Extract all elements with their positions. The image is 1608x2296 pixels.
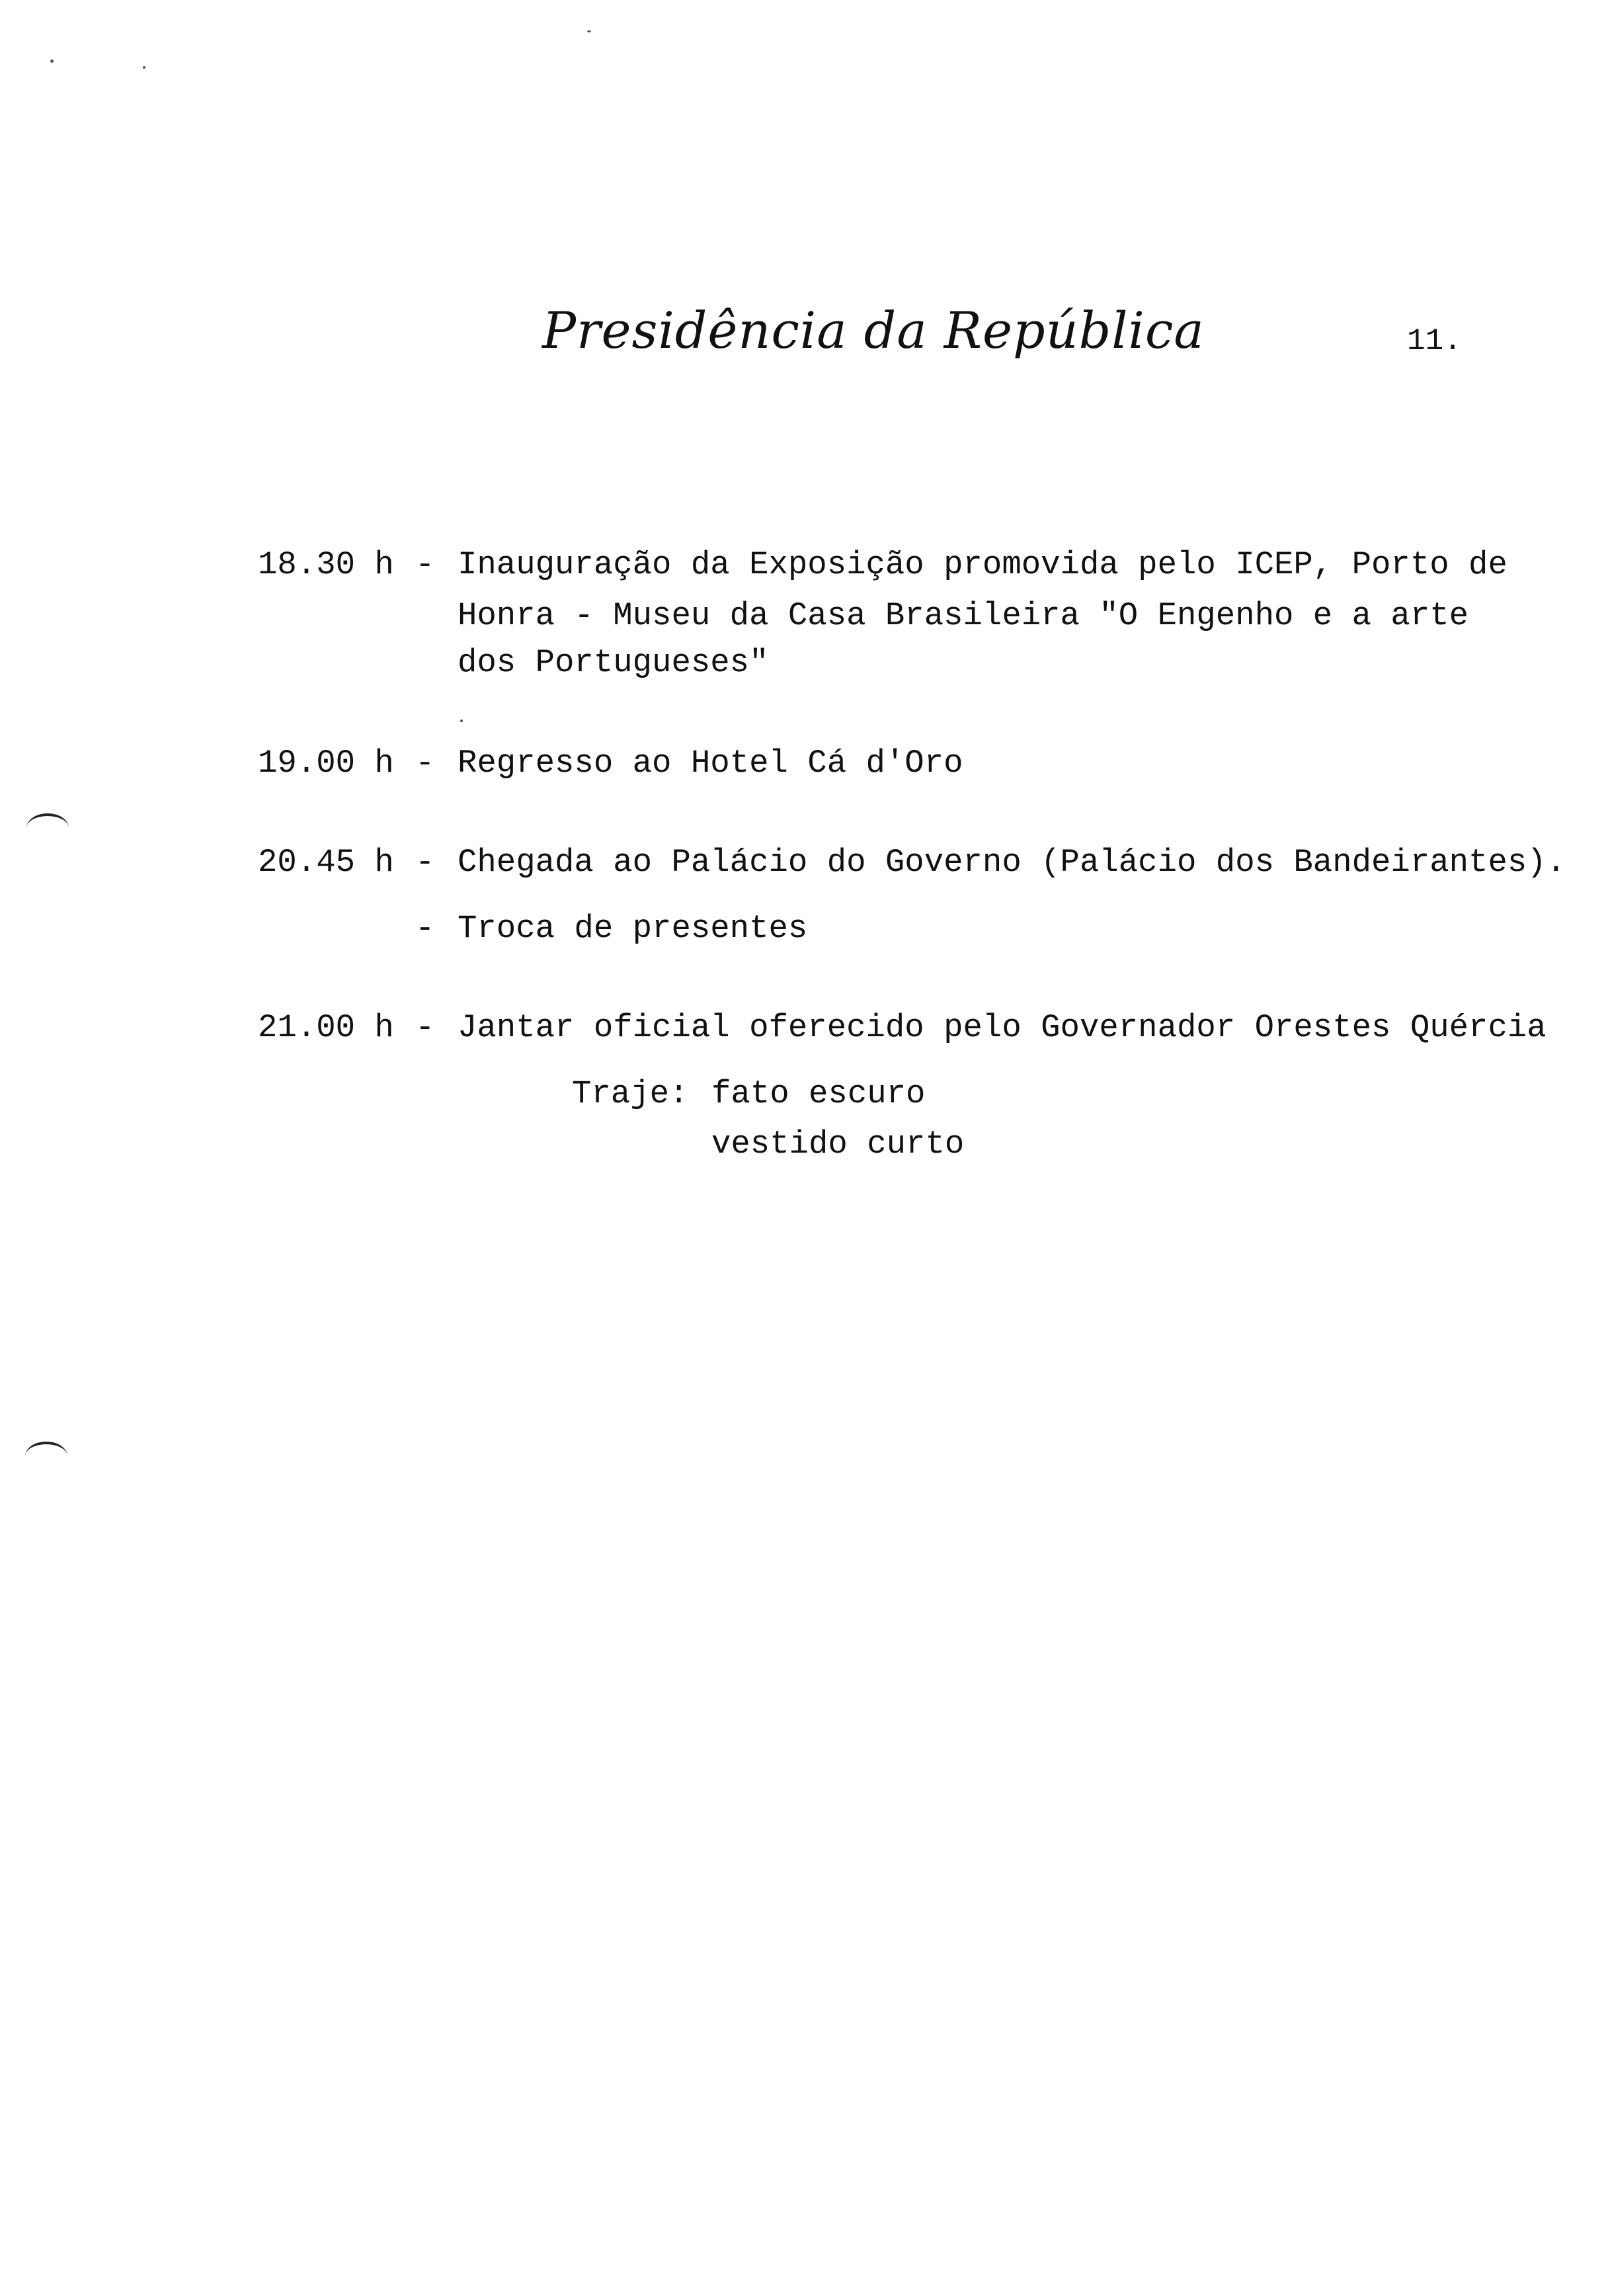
scan-speck [143, 66, 145, 69]
entry-description: dos Portugueses" [458, 644, 769, 681]
entry-time: 21.00 h [258, 1009, 394, 1046]
punch-hole-mark [25, 1442, 67, 1471]
entry-sub-description: Troca de presentes [458, 910, 808, 947]
entry-description: Regresso ao Hotel Cá d'Oro [458, 745, 963, 782]
entry-description: Inauguração da Exposição promovida pelo ICEP, Porto de [458, 546, 1508, 583]
entry-dash: - [415, 1009, 435, 1046]
attire-label: Traje: [572, 1075, 689, 1112]
entry-time: 18.30 h [258, 546, 394, 583]
entry-time: 20.45 h [258, 844, 394, 881]
punch-hole-mark [26, 813, 69, 842]
letterhead-title: Presidência da República [542, 301, 1205, 360]
entry-dash: - [415, 844, 435, 881]
attire-value: vestido curto [711, 1126, 965, 1163]
entry-time: 19.00 h [258, 745, 394, 782]
entry-dash: - [415, 546, 435, 583]
attire-value: fato escuro [711, 1075, 926, 1112]
scan-speck [460, 719, 463, 722]
entry-dash: - [415, 745, 435, 782]
entry-description: Jantar oficial oferecido pelo Governador Orestes Quércia [458, 1009, 1547, 1046]
entry-description: Honra - Museu da Casa Brasileira "O Engenho e a arte [458, 597, 1469, 634]
entry-sub-dash: - [415, 910, 435, 947]
scan-speck [50, 60, 54, 63]
entry-description: Chegada ao Palácio do Governo (Palácio dos Bandeirantes). [458, 844, 1566, 881]
scan-speck [587, 30, 591, 32]
page-number: 11. [1407, 324, 1462, 358]
